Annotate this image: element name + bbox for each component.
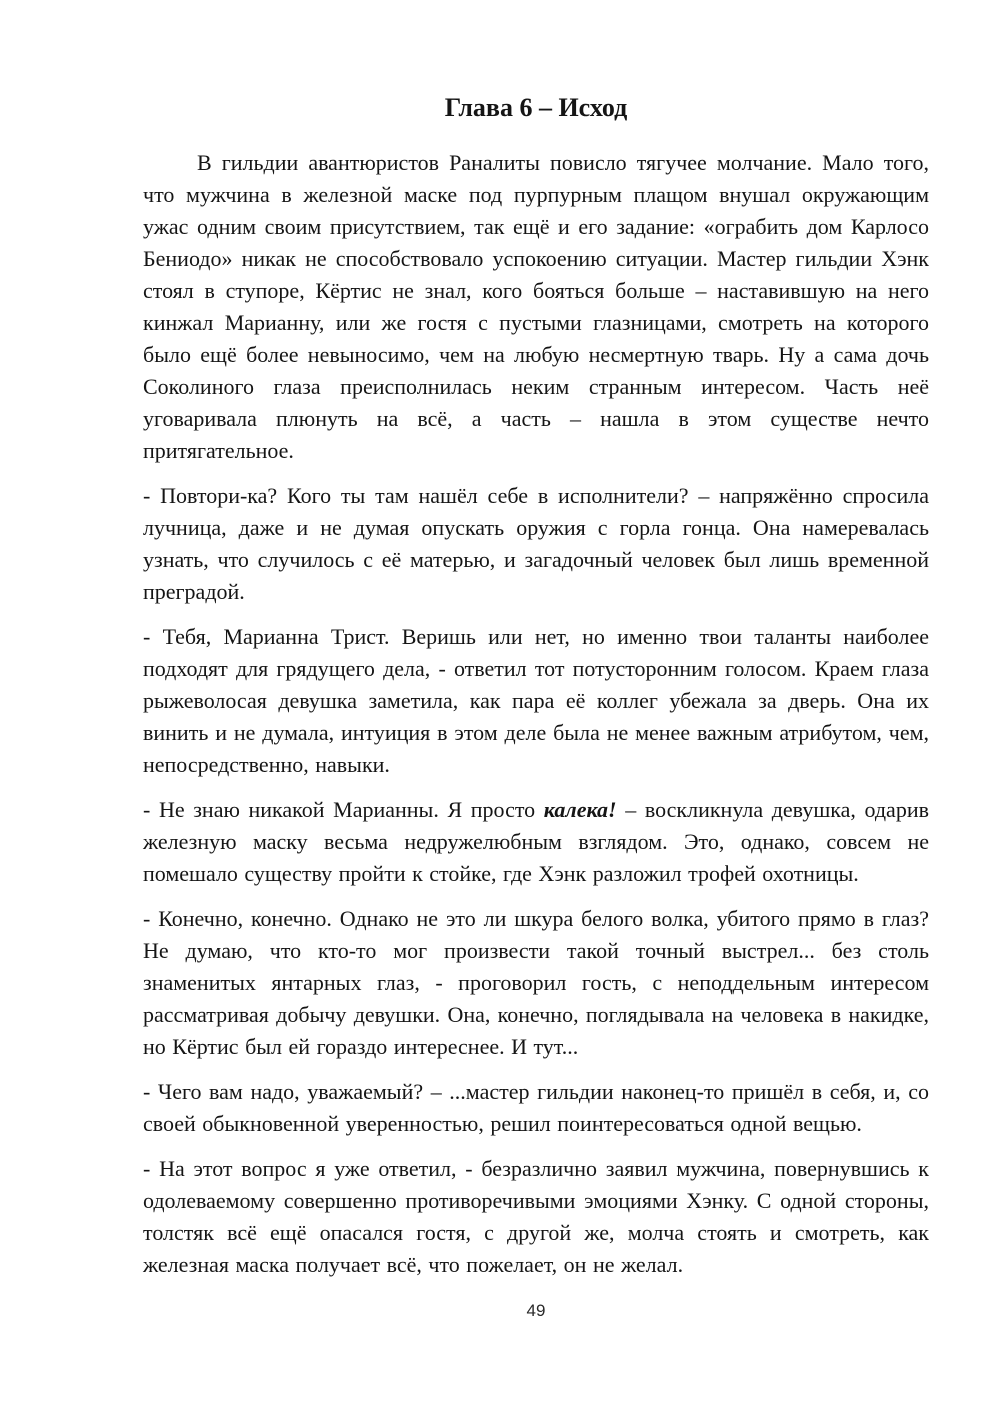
paragraph-1: В гильдии авантюристов Раналиты повисло тягучее молчание. Мало того, что мужчина в железной маске под пурпурным плащом внушал окружающим ужас одним своим присутствием, так ещё и его задание: «ограбить дом Карлосо Бениодо» никак не способствовало успокоению ситуации. Мастер гильдии Хэнк стоял в ступоре, Кёртис не знал, кого бояться больше – наставившую на него кинжал Марианну, или же гостя с пустыми глазницами, смотреть на которого было ещё более невыносимо, чем на любую несмертную тварь. Ну а сама дочь Соколиного глаза преисполнилась неким странным интересом. Часть неё уговаривала плюнуть на всё, а часть – нашла в этом существе нечто притягательное.	[143, 150, 929, 463]
paragraph-6-dialogue: - Чего вам надо, уважаемый? – ...мастер гильдии наконец-то пришёл в себя, и, со своей обыкновенной уверенностью, решил поинтересоваться одной вещью.	[143, 1079, 929, 1136]
paragraph-4-text-before: - Не знаю никакой Марианны. Я просто	[143, 797, 544, 822]
paragraph-5-dialogue: - Конечно, конечно. Однако не это ли шкура белого волка, убитого прямо в глаз? Не думаю, что кто-то мог произвести такой точный выстрел... без столь знаменитых янтарных глаз, - проговорил гость, с неподдельным интересом рассматривая добычу девушки. Она, конечно, поглядывала на человека в накидке, но Кёртис был ей гораздо интереснее. И тут...	[143, 906, 929, 1059]
paragraph-4-dialogue	[143, 794, 929, 890]
paragraph-3-dialogue: - Тебя, Марианна Трист. Веришь или нет, но именно твои таланты наиболее подходят для грядущего дела, - ответил тот потусторонним голосом. Краем глаза рыжеволосая девушка заметила, как пара её коллег убежала за дверь. Она их винить и не думала, интуиция в этом деле была не менее важным атрибутом, чем, непосредственно, навыки.	[143, 624, 929, 777]
paragraph-4-emphasis: калека!	[543, 797, 617, 822]
page-number: 49	[526, 1301, 546, 1320]
paragraph-4-text-after: – воскликнула девушка, одарив железную маску весьма недружелюбным взглядом. Это, однако, совсем не помешало существу пройти к стойке, где Хэнк разложил трофей охотницы.	[143, 797, 929, 886]
paragraph-7-dialogue: - На этот вопрос я уже ответил, - безразлично заявил мужчина, повернувшись к одолеваемому совершенно противоречивыми эмоциями Хэнку. С одной стороны, толстяк всё ещё опасался гостя, с другой же, молча стоять и смотреть, как железная маска получает всё, что пожелает, он не желал.	[143, 1156, 929, 1277]
chapter-title: Глава 6 – Исход	[444, 93, 628, 122]
paragraph-2-dialogue: - Повтори-ка? Кого ты там нашёл себе в исполнители? – напряжённо спросила лучница, даже и не думая опускать оружия с горла гонца. Она намеревалась узнать, что случилось с её матерью, и загадочный человек был лишь временной преградой.	[143, 483, 929, 604]
